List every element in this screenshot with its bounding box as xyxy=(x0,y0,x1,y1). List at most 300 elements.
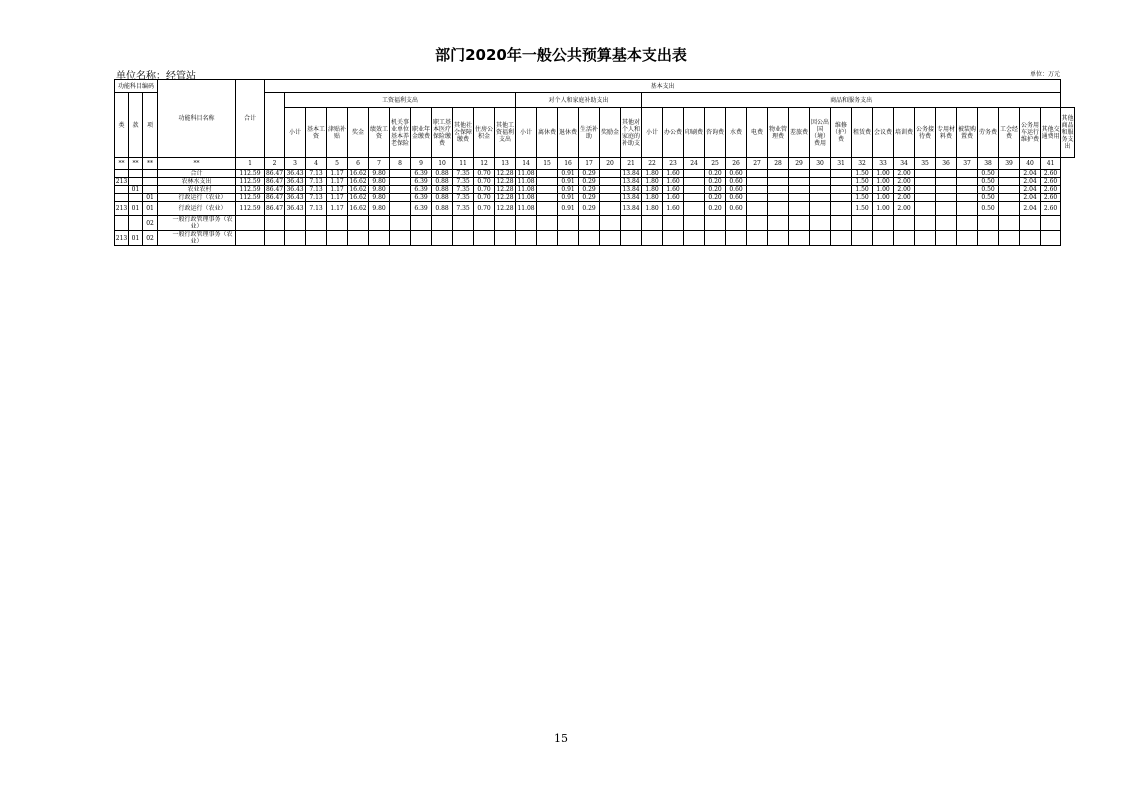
value-cell xyxy=(873,216,894,231)
value-cell xyxy=(936,170,957,178)
column-header: 退休费 xyxy=(558,108,579,158)
column-number: 26 xyxy=(726,158,747,170)
value-cell xyxy=(936,216,957,231)
value-cell: 1.17 xyxy=(327,186,348,194)
value-cell xyxy=(537,194,558,202)
value-cell xyxy=(474,231,495,246)
value-cell: 86.47 xyxy=(265,178,284,185)
value-cell xyxy=(390,194,411,202)
column-header: 公务用车运行维护费 xyxy=(1020,108,1041,158)
value-cell xyxy=(684,216,705,231)
column-number: 14 xyxy=(516,158,537,170)
value-cell xyxy=(915,231,936,246)
column-number: 37 xyxy=(957,158,978,170)
value-cell: 2.60 xyxy=(1041,186,1061,194)
value-cell: 2.00 xyxy=(894,194,915,202)
value-cell xyxy=(265,216,285,231)
value-cell: 0.20 xyxy=(705,202,726,216)
value-cell xyxy=(957,170,978,178)
unit-currency: 单位：万元 xyxy=(1030,71,1061,78)
value-cell: 36.43 xyxy=(286,194,304,201)
column-number: 17 xyxy=(579,158,600,170)
value-cell xyxy=(390,216,411,231)
value-cell: 1.80 xyxy=(642,194,663,202)
column-number: 41 xyxy=(1041,158,1061,170)
column-number: 13 xyxy=(495,158,516,170)
value-cell xyxy=(936,194,957,202)
value-cell xyxy=(789,231,810,246)
value-cell: 1.00 xyxy=(873,194,894,202)
value-cell xyxy=(810,216,831,231)
value-cell: 0.60 xyxy=(726,170,747,178)
value-cell: 1.80 xyxy=(642,202,663,216)
value-cell: 0.70 xyxy=(474,194,495,202)
value-cell xyxy=(810,231,831,246)
value-cell: 6.39 xyxy=(411,186,432,194)
value-cell xyxy=(390,178,411,186)
value-cell xyxy=(999,194,1020,202)
value-cell: 0.91 xyxy=(558,186,579,194)
value-cell xyxy=(936,186,957,194)
value-cell xyxy=(621,216,642,231)
value-cell xyxy=(1020,231,1041,246)
value-cell: 112.59 xyxy=(236,170,265,178)
value-cell: 1.17 xyxy=(327,170,348,178)
column-header: 咨询费 xyxy=(705,108,726,158)
value-cell xyxy=(600,202,621,216)
value-cell: 9.80 xyxy=(369,186,390,194)
column-header: 被装购置费 xyxy=(957,108,978,158)
column-number: 7 xyxy=(369,158,390,170)
value-cell: 0.50 xyxy=(978,202,999,216)
value-cell xyxy=(768,178,789,186)
column-header: 其他社会保障缴费 xyxy=(453,108,474,158)
value-cell: 6.39 xyxy=(411,202,432,216)
subject-name-cell: 农林水支出 xyxy=(158,178,236,186)
value-cell xyxy=(684,170,705,178)
column-header: 培训费 xyxy=(894,108,915,158)
value-cell: 112.59 xyxy=(236,202,265,216)
table-row xyxy=(115,194,1075,202)
blank-header xyxy=(265,93,285,158)
value-cell xyxy=(1041,216,1061,231)
value-cell xyxy=(789,194,810,202)
value-cell: 86.47 xyxy=(265,170,284,177)
value-cell xyxy=(957,178,978,186)
value-cell: 12.28 xyxy=(496,194,514,201)
column-number: 33 xyxy=(873,158,894,170)
column-header: 其他对个人和家庭的补助支 xyxy=(621,108,642,158)
value-cell xyxy=(390,170,411,178)
column-number: 27 xyxy=(747,158,768,170)
value-cell: 7.35 xyxy=(453,178,474,186)
value-cell xyxy=(915,194,936,202)
table-row xyxy=(115,170,1075,178)
value-cell xyxy=(747,202,768,216)
value-cell: 0.60 xyxy=(726,178,747,186)
lei-cell: 213 xyxy=(115,231,129,246)
value-cell: 16.62 xyxy=(349,178,367,185)
value-cell: 1.50 xyxy=(852,202,873,216)
lei-cell xyxy=(115,170,129,178)
lei-cell xyxy=(115,186,129,194)
value-cell: 86.47 xyxy=(265,194,284,201)
subject-name-cell: 行政运行（农业） xyxy=(158,194,236,202)
value-cell xyxy=(642,231,663,246)
value-cell xyxy=(768,170,789,178)
column-header: 租赁费 xyxy=(852,108,873,158)
column-header: 专用材料费 xyxy=(936,108,957,158)
budget-table xyxy=(114,79,1075,246)
value-cell: 1.50 xyxy=(852,170,873,178)
value-cell xyxy=(831,194,852,202)
column-number: 5 xyxy=(327,158,348,170)
value-cell xyxy=(831,216,852,231)
name-header: 功能科目名称 xyxy=(158,80,236,158)
column-header: 小计 xyxy=(516,108,537,158)
kuan-cell xyxy=(129,170,143,178)
value-cell xyxy=(642,216,663,231)
table-row xyxy=(115,216,1075,231)
value-cell: 1.80 xyxy=(642,170,663,178)
value-cell xyxy=(369,231,390,246)
column-number: 35 xyxy=(915,158,936,170)
value-cell: 7.13 xyxy=(306,186,327,194)
value-cell xyxy=(978,216,999,231)
value-cell xyxy=(236,231,265,246)
value-cell: 16.62 xyxy=(349,186,367,193)
page-number: 15 xyxy=(554,732,568,745)
value-cell xyxy=(915,216,936,231)
value-cell xyxy=(999,186,1020,194)
value-cell: 0.50 xyxy=(978,194,999,202)
value-cell: 7.13 xyxy=(306,194,327,202)
value-cell: 12.28 xyxy=(496,170,514,177)
value-cell xyxy=(600,216,621,231)
value-cell: 86.47 xyxy=(265,202,285,216)
value-cell xyxy=(957,202,978,216)
value-cell xyxy=(873,231,894,246)
value-cell xyxy=(348,216,369,231)
column-header: 小计 xyxy=(642,108,663,158)
xiang-cell: 02 xyxy=(143,216,158,231)
value-cell xyxy=(789,216,810,231)
value-cell: 1.60 xyxy=(663,186,684,194)
value-cell xyxy=(999,170,1020,178)
column-number: 11 xyxy=(453,158,474,170)
column-number: 25 xyxy=(705,158,726,170)
value-cell xyxy=(894,231,915,246)
value-cell xyxy=(705,216,726,231)
subject-name-cell: 农业农村 xyxy=(158,186,236,194)
value-cell xyxy=(236,216,265,231)
value-cell: 0.88 xyxy=(432,202,453,216)
xiang-cell xyxy=(143,178,158,186)
value-cell: 11.08 xyxy=(517,178,535,185)
kuan-cell: 01 xyxy=(129,202,143,216)
column-number: 1 xyxy=(236,158,265,170)
value-cell: 2.00 xyxy=(894,186,915,194)
value-cell: 1.00 xyxy=(873,186,894,194)
column-number: 22 xyxy=(642,158,663,170)
table-row xyxy=(115,202,1075,216)
value-cell xyxy=(285,231,306,246)
xiang-cell: 02 xyxy=(143,231,158,246)
value-cell xyxy=(684,186,705,194)
value-cell xyxy=(348,231,369,246)
value-cell: 6.39 xyxy=(411,194,432,202)
value-cell: 2.60 xyxy=(1041,202,1061,216)
basic-expense-header: 基本支出 xyxy=(265,80,1061,93)
value-cell: 0.29 xyxy=(579,170,600,178)
value-cell: 9.80 xyxy=(369,170,390,178)
value-cell xyxy=(831,170,852,178)
value-cell xyxy=(999,178,1020,186)
column-number: 4 xyxy=(306,158,327,170)
value-cell xyxy=(915,186,936,194)
value-cell: 36.43 xyxy=(285,202,306,216)
column-header: 其他商品和服务支出 xyxy=(1061,108,1075,158)
value-cell: 2.60 xyxy=(1041,194,1061,202)
value-cell xyxy=(957,231,978,246)
value-cell xyxy=(915,170,936,178)
value-cell xyxy=(915,178,936,186)
value-cell xyxy=(516,216,537,231)
value-cell xyxy=(1041,231,1061,246)
column-header: 机关事业单位基本养老保险 xyxy=(390,108,411,158)
value-cell xyxy=(705,231,726,246)
column-number: 16 xyxy=(558,158,579,170)
column-number: 31 xyxy=(831,158,852,170)
value-cell: 1.60 xyxy=(663,178,684,186)
column-header: 小计 xyxy=(285,108,306,158)
xiang-cell xyxy=(143,186,158,194)
value-cell xyxy=(600,194,621,202)
xiang-header: 项 xyxy=(143,93,158,158)
value-cell xyxy=(390,231,411,246)
value-cell xyxy=(327,231,348,246)
value-cell xyxy=(768,216,789,231)
personal-group-header: 对个人和家庭补助支出 xyxy=(516,93,642,108)
column-header: 生活补助 xyxy=(579,108,600,158)
value-cell: 0.88 xyxy=(432,194,453,202)
value-cell xyxy=(810,178,831,186)
value-cell xyxy=(747,216,768,231)
column-header: 水费 xyxy=(726,108,747,158)
value-cell xyxy=(579,216,600,231)
value-cell: 2.00 xyxy=(894,202,915,216)
value-cell xyxy=(306,216,327,231)
value-cell xyxy=(810,194,831,202)
value-cell xyxy=(978,231,999,246)
value-cell xyxy=(768,202,789,216)
table-row xyxy=(115,186,1075,194)
value-cell xyxy=(684,202,705,216)
value-cell xyxy=(537,178,558,186)
column-header: 职业年金缴费 xyxy=(411,108,432,158)
value-cell: 13.84 xyxy=(621,202,642,216)
value-cell xyxy=(999,231,1020,246)
value-cell: 12.28 xyxy=(495,202,516,216)
value-cell: 11.08 xyxy=(517,186,535,193)
value-cell: 0.29 xyxy=(579,178,600,186)
value-cell: 112.59 xyxy=(236,186,265,194)
value-cell: 12.28 xyxy=(496,178,514,185)
value-cell: 0.50 xyxy=(978,186,999,194)
value-cell xyxy=(768,194,789,202)
column-header: 奖励金 xyxy=(600,108,621,158)
value-cell: 36.43 xyxy=(286,186,304,193)
value-cell: 0.50 xyxy=(978,170,999,178)
value-cell: 36.43 xyxy=(286,170,304,177)
value-cell: 0.70 xyxy=(474,202,495,216)
value-cell: 1.00 xyxy=(873,178,894,186)
column-header: 电费 xyxy=(747,108,768,158)
value-cell: 1.60 xyxy=(663,194,684,202)
column-header: 绩效工资 xyxy=(369,108,390,158)
value-cell: 0.60 xyxy=(726,202,747,216)
value-cell xyxy=(831,231,852,246)
column-header: 住房公积金 xyxy=(474,108,495,158)
column-header: 物业管理费 xyxy=(768,108,789,158)
column-header: 印刷费 xyxy=(684,108,705,158)
column-header: 离休费 xyxy=(537,108,558,158)
value-cell xyxy=(600,231,621,246)
value-cell: 0.20 xyxy=(705,194,726,202)
column-header: 奖金 xyxy=(348,108,369,158)
value-cell xyxy=(747,186,768,194)
value-cell: 1.50 xyxy=(852,186,873,194)
goods-group-header: 商品和服务支出 xyxy=(642,93,1061,108)
unit-name: 单位名称：经管站 xyxy=(116,71,196,82)
value-cell: 7.35 xyxy=(453,186,474,194)
value-cell xyxy=(621,231,642,246)
value-cell xyxy=(726,231,747,246)
value-cell: 16.62 xyxy=(349,170,367,177)
value-cell xyxy=(495,216,516,231)
value-cell: 13.84 xyxy=(622,178,640,185)
value-cell: 0.50 xyxy=(978,178,999,186)
value-cell xyxy=(558,231,579,246)
value-cell: 2.04 xyxy=(1020,178,1041,186)
column-number: 36 xyxy=(936,158,957,170)
value-cell xyxy=(810,186,831,194)
column-number: 30 xyxy=(810,158,831,170)
value-cell xyxy=(999,216,1020,231)
value-cell: 0.60 xyxy=(726,186,747,194)
value-cell: 86.47 xyxy=(265,186,284,193)
column-number: 20 xyxy=(600,158,621,170)
value-cell: 2.60 xyxy=(1041,170,1061,178)
value-cell: 112.59 xyxy=(236,194,265,202)
value-cell: 0.91 xyxy=(558,202,579,216)
value-cell: 1.00 xyxy=(873,202,894,216)
value-cell xyxy=(789,170,810,178)
value-cell xyxy=(432,231,453,246)
value-cell xyxy=(789,202,810,216)
column-number: 29 xyxy=(789,158,810,170)
value-cell xyxy=(327,216,348,231)
value-cell xyxy=(894,216,915,231)
column-number: 34 xyxy=(894,158,915,170)
value-cell: 13.84 xyxy=(622,170,640,177)
column-number: 15 xyxy=(537,158,558,170)
column-header: 劳务费 xyxy=(978,108,999,158)
value-cell: 0.91 xyxy=(558,194,579,202)
column-number: 24 xyxy=(684,158,705,170)
value-cell: 12.28 xyxy=(496,186,514,193)
value-cell: 0.70 xyxy=(474,178,495,186)
value-cell: 0.88 xyxy=(432,170,453,178)
kuan-cell: 01 xyxy=(129,186,143,194)
column-header: 工会经费 xyxy=(999,108,1020,158)
value-cell xyxy=(684,231,705,246)
value-cell xyxy=(810,202,831,216)
value-cell: 0.70 xyxy=(474,170,495,178)
value-cell xyxy=(537,170,558,178)
value-cell xyxy=(789,186,810,194)
value-cell xyxy=(432,216,453,231)
value-cell: 1.17 xyxy=(327,202,348,216)
column-number: 9 xyxy=(411,158,432,170)
value-cell: 7.35 xyxy=(453,202,474,216)
value-cell xyxy=(369,216,390,231)
value-cell: 11.08 xyxy=(516,202,537,216)
value-cell xyxy=(306,231,327,246)
value-cell: 0.91 xyxy=(558,178,579,186)
value-cell xyxy=(537,202,558,216)
value-cell: 1.17 xyxy=(327,194,348,202)
star-cell: ** xyxy=(115,158,129,170)
value-cell xyxy=(852,231,873,246)
value-cell xyxy=(957,194,978,202)
value-cell xyxy=(600,186,621,194)
value-cell: 11.08 xyxy=(517,170,535,177)
value-cell xyxy=(831,186,852,194)
value-cell: 7.35 xyxy=(453,194,474,202)
value-cell xyxy=(936,202,957,216)
lei-cell xyxy=(115,194,129,202)
xiang-cell: 01 xyxy=(143,202,158,216)
value-cell xyxy=(663,216,684,231)
value-cell xyxy=(265,231,285,246)
value-cell xyxy=(852,216,873,231)
value-cell: 1.00 xyxy=(873,170,894,178)
value-cell xyxy=(537,216,558,231)
value-cell: 1.80 xyxy=(642,186,663,194)
kuan-header: 款 xyxy=(129,93,143,158)
value-cell xyxy=(474,216,495,231)
column-header: 会议费 xyxy=(873,108,894,158)
value-cell: 11.08 xyxy=(517,194,535,201)
value-cell xyxy=(936,178,957,186)
column-number: 28 xyxy=(768,158,789,170)
value-cell: 9.80 xyxy=(369,202,390,216)
value-cell xyxy=(663,231,684,246)
value-cell xyxy=(558,216,579,231)
value-cell xyxy=(726,216,747,231)
column-header: 其他交通费用 xyxy=(1041,108,1061,158)
value-cell xyxy=(453,216,474,231)
value-cell: 13.84 xyxy=(622,194,640,201)
report-title: 部门2020年一般公共预算基本支出表 xyxy=(435,46,687,64)
value-cell: 6.39 xyxy=(411,170,432,178)
value-cell: 2.04 xyxy=(1020,202,1041,216)
wage-group-header: 工资福利支出 xyxy=(285,93,516,108)
xiang-cell xyxy=(143,170,158,178)
value-cell xyxy=(957,216,978,231)
value-cell: 13.84 xyxy=(622,186,640,193)
